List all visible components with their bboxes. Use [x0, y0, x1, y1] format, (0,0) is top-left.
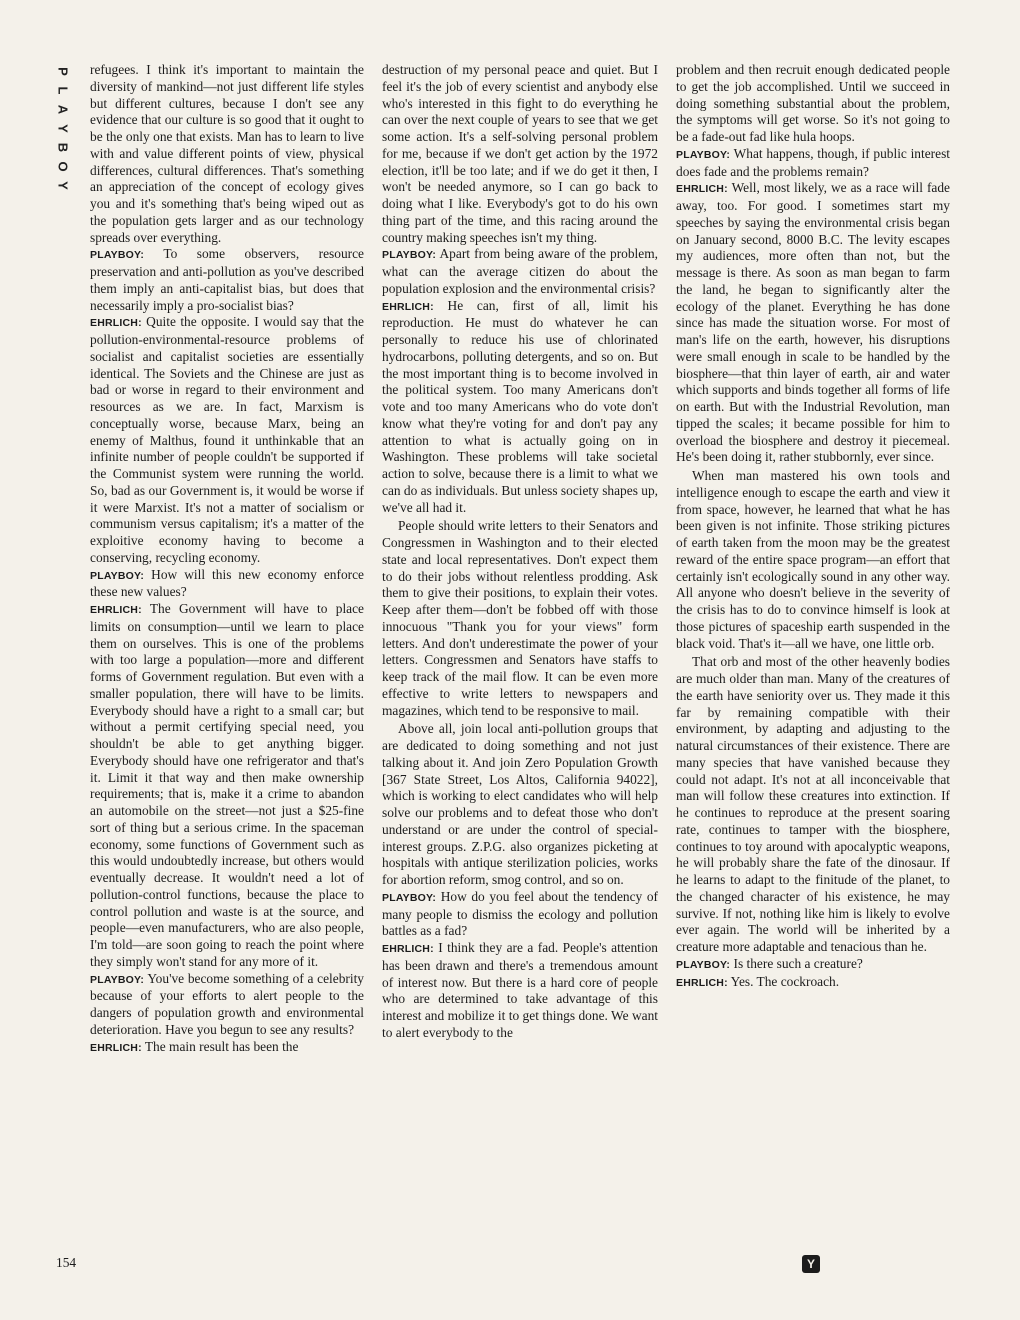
masthead-letter: B	[55, 142, 71, 153]
paragraph	[676, 180, 950, 466]
masthead-letter: Y	[55, 124, 71, 133]
paragraph	[676, 956, 950, 974]
column-3	[676, 62, 950, 991]
paragraph-text: problem and then recruit enough dedicated people to get the job accomplished. Until we succeed in doing something substantial about the problem, the symptoms will get worse. So it's not going to be a fade-out fad like hula hoops.	[676, 62, 950, 144]
column-1	[90, 62, 364, 1056]
paragraph-text: The main result has been the	[144, 1038, 299, 1054]
paragraph-text: destruction of my personal peace and quiet. But I feel it's the job of every scientist and anybody else who's interested in this fight to do everything he can over the next couple of years to see that we get some action. It's a self-solving personal problem for me, because if we don't get action by the 1972 election, it'll be too late; and if we do get it then, I won't be needed anymore, so I can go back to doing what I like. Everybody's got to do his own thing part of the time, and this racing around the country making speeches isn't my thing.	[382, 62, 658, 245]
speaker-label: PLAYBOY:	[676, 958, 731, 971]
paragraph-text: That orb and most of the other heavenly bodies are much older than man. Many of the creatures of the earth have seniority over us. They made it this far by remaining compatible with their environment, by adapting and adjusting to the natural circumstances of their existence. There are many species that have vanished because they could not adapt. It's not at all inconceivable that man will follow these creatures into extinction. If he continues to reproduce at the present soaring rate, continues to tamper with the biosphere, continues to toy around with apocalyptic weapons, he will probably share the fate of the dinosaur. If he learns to adapt to the finitude of the planet, to the changed character of his existence, he may survive. If not, nothing like him is likely to evolve ever again. The world will be inherited by a creature more adaptable and tenacious than he.	[676, 654, 950, 954]
paragraph	[90, 567, 364, 602]
paragraph-text: Above all, join local anti-pollution groups that are dedicated to doing something and not just talking about it. And join Zero Population Growth [367 State Street, Los Altos, California 94022], which is working to elect candidates who will help solve our problems and to defeat those who don't understand or are under the control of special-interest groups. Z.P.G. also organizes picketing at hospitals with antique sterilization policies, works for abortion reform, smog control, and so on.	[382, 721, 658, 887]
paragraph	[676, 468, 950, 652]
paragraph	[90, 62, 364, 246]
paragraph	[382, 940, 658, 1042]
masthead-letter: Y	[55, 181, 71, 190]
paragraph-text: I think they are a fad. People's attention has been drawn and there's a tremendous amount of interest now. But there is a hard core of people who are determined to take advantage of this interest and mobilize it to get things done. We want to alert everybody to the	[382, 940, 658, 1040]
paragraph	[382, 518, 658, 719]
paragraph	[382, 62, 658, 246]
speaker-label: EHRLICH:	[382, 943, 434, 955]
masthead-letter: P	[55, 67, 71, 76]
paragraph	[90, 246, 364, 314]
speaker-label: PLAYBOY:	[676, 148, 731, 161]
paragraph-text: refugees. I think it's important to maintain the diversity of mankind—not just different life styles but different cultures, because I don't see any evidence that our culture is so good that it ought to be the only one that exists. Man has to learn to live with and value different points of view, physical differences, cultural differences. That's something an appreciation of the concept of ecology gives you and it's something that's being wiped out as the population gets larger and as our technology spreads over everything.	[90, 62, 364, 245]
paragraph-text: Yes. The cockroach.	[730, 973, 840, 989]
column-2	[382, 62, 658, 1042]
speaker-label: EHRLICH:	[382, 300, 434, 313]
speaker-label: PLAYBOY:	[382, 249, 437, 262]
masthead	[56, 62, 70, 195]
paragraph	[382, 721, 658, 889]
paragraph	[90, 1039, 364, 1057]
paragraph	[676, 974, 950, 992]
speaker-label: EHRLICH:	[90, 317, 142, 330]
paragraph-text: People should write letters to their Senators and Congressmen in Washington and to their elected state and local representatives. Don't expect them to do their jobs without relentless prodding. Ask them to give their positions, to explain their votes. Keep after them—don't be fobbed off with those innocuous "Thank you for your views" form letters. And don't underestimate the power of your letters. Congressmen and Senators have staffs to keep track of the mail flow. It can be even more effective to write letters to newspapers and magazines, which tend to be responsive to mail.	[382, 518, 658, 718]
paragraph-text: When man mastered his own tools and intelligence enough to escape the earth and view it from space, however, he learned that what he has been given is not infinite. Those striking pictures of earth taken from the moon may be the greatest reward of the entire space program—an effort that certainly isn't ecologically sound in any other way. All anyone who doesn't believe in the severity of the crisis has to do to convince himself is look at those pictures of spaceship earth suspended in the black void. That's it—all we have, one little orb.	[676, 468, 950, 651]
paragraph-text: Apart from being aware of the problem, what can the average citizen do about the population explosion and the environmental crisis?	[382, 246, 658, 296]
paragraph-text: The Government will have to place limits on consumption—until we learn to place them on ourselves. This is one of the problems with too large a population—more and different forms of Government regulation. But even with a smaller population, there will have to be limits. Everybody should have a right to a small car; but without a permit certifying special need, you shouldn't be able to get anything bigger. Everybody should have one refrigerator and that's it. Limit it that way and then make ownership requirements; that is, make it a crime to abandon an automobile on the street—not just a $25-fine sort of thing but a serious crime. In the spaceman economy, some functions of Government such as this would undoubtedly increase, but others would eventually decrease. It wouldn't need a lot of pollution-control functions, because the place to control pollution and waste is at the source, and people—even manufacturers, who are also people, I'm told—are soon going to reach the point where they simply won't stand for any more of it.	[90, 601, 365, 969]
paragraph	[90, 971, 364, 1039]
masthead-letter: L	[55, 86, 71, 95]
paragraph	[676, 146, 950, 181]
speaker-label: EHRLICH:	[90, 604, 142, 616]
masthead-letter: O	[55, 161, 71, 172]
paragraph	[382, 889, 658, 940]
paragraph	[90, 314, 364, 566]
paragraph	[382, 298, 658, 517]
page-number: 154	[56, 1255, 77, 1270]
paragraph-text: What happens, though, if public interest does fade and the problems remain?	[676, 145, 951, 179]
paragraph	[382, 246, 658, 297]
speaker-label: PLAYBOY:	[90, 973, 145, 986]
paragraph-text: How will this new economy enforce these new values?	[90, 566, 364, 600]
paragraph	[676, 654, 950, 956]
paragraph-text: He can, first of all, limit his reproduction. He must do whatever he can personally to reduce his use of chlorinated hydrocarbons, polluting detergents, and so on. But the most important thing is to become involved in the political system. Too many Americans don't vote and too many Americans who do vote don't know what they're voting for and don't pay any attention to what is actually going on in Washington. These problems will take societal action to solve, because there is a limit to what we can do as individuals. But unless society shapes up, we've all had it.	[382, 297, 658, 515]
speaker-label: EHRLICH:	[676, 976, 728, 989]
paragraph	[90, 601, 364, 971]
speaker-label: PLAYBOY:	[90, 569, 145, 582]
paragraph-text: You've become something of a celebrity because of your efforts to alert people to the dangers of population growth and environmental deterioration. Have you begun to see any results?	[90, 970, 364, 1037]
speaker-label: EHRLICH:	[676, 183, 728, 196]
masthead-letter: A	[55, 104, 71, 115]
paragraph-text: How do you feel about the tendency of many people to dismiss the ecology and pollution battles as a fad?	[382, 888, 658, 939]
paragraph-text: To some observers, resource preservation and anti-pollution as you've described them imply an anti-capitalist bias, but does that necessarily imply a pro-socialist bias?	[90, 246, 364, 313]
paragraph	[676, 62, 950, 146]
end-mark-icon: Y	[802, 1255, 820, 1273]
speaker-label: PLAYBOY:	[90, 249, 145, 262]
paragraph-text: Is there such a creature?	[733, 955, 863, 971]
speaker-label: EHRLICH:	[90, 1041, 142, 1054]
speaker-label: PLAYBOY:	[382, 891, 437, 904]
paragraph-text: Quite the opposite. I would say that the pollution-environmental-resource problems of socialist and capitalist societies are essentially identical. The Soviets and the Chinese are just as bad or worse in regard to their environment and resources as we are. In fact, Marxism is conceptually worse, because Marx, being an enemy of Malthus, found it unthinkable that an infinite number of people couldn't be supported if the Communist system were running the world. So, bad as our Government is, it would be worse if it were Marxist. It's not a matter of socialism or communism versus capitalism; it's a matter of the exploitive economy having to become a conserving, recycling economy.	[90, 314, 364, 565]
paragraph-text: Well, most likely, we as a race will fade away, too. For good. I sometimes start my speeches by saying the environmental crisis began on January second, 8000 B.C. The levity escapes my audiences, more often than not, but the message is there. As soon as man began to farm the land, he began to significantly alter the ecology of the planet. Everything he has done since has made the situation worse. For most of man's life on the earth, however, his disruptions were small enough in scale to be handled by the biosphere—that thin layer of earth, air and water which supports and binds together all forms of life on earth. But with the Industrial Revolution, man tipped the scales; it became possible for him to overload the biosphere and destroy it piecemeal. He's been doing it, rather stubbornly, ever since.	[676, 180, 951, 465]
